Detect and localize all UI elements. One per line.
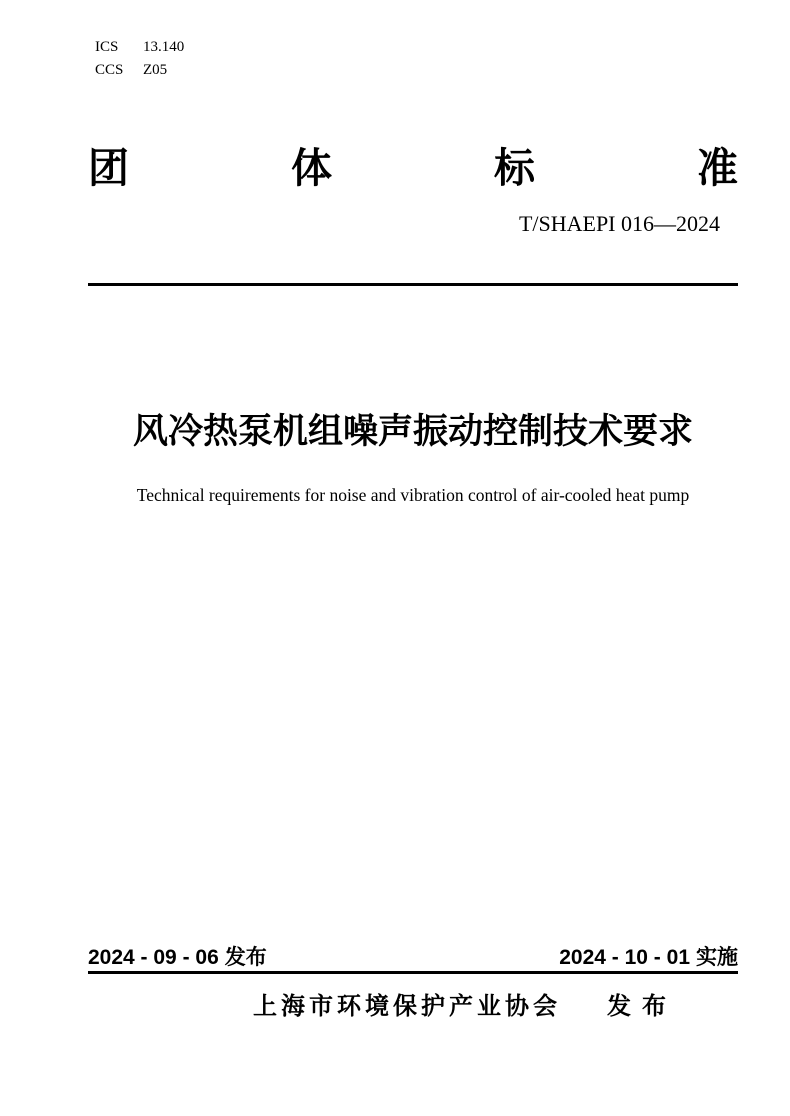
issue-date-group (88, 941, 267, 971)
issue-date: 2024 - 09 - 06 (88, 946, 219, 969)
top-divider-rule (88, 283, 738, 286)
main-title-chinese: 风冷热泵机组噪声振动控制技术要求 (132, 412, 693, 451)
ics-value: 13.140 (143, 39, 185, 55)
doc-type-char: 标 (494, 145, 535, 191)
ccs-value: Z05 (143, 62, 168, 78)
ccs-label: CCS (95, 62, 124, 78)
implement-date-group (559, 941, 738, 971)
publisher-row (253, 986, 677, 1021)
implement-date: 2024 - 10 - 01 (559, 946, 690, 969)
doc-type-char: 体 (291, 145, 332, 191)
ccs-code-line (95, 59, 184, 82)
publisher-issue-label: 发布 (607, 993, 677, 1020)
bottom-divider-rule (88, 971, 738, 974)
implement-label: 实施 (696, 946, 738, 969)
issue-label: 发布 (224, 946, 267, 969)
classification-codes (95, 36, 184, 82)
dates-row (88, 941, 738, 971)
publisher-organization: 上海市环境保护产业协会 (253, 993, 561, 1020)
main-title-english: Technical requirements for noise and vibration control of air-cooled heat pump (136, 485, 690, 505)
ics-label: ICS (95, 39, 119, 55)
document-type-title (88, 147, 738, 190)
doc-type-char: 准 (697, 145, 738, 191)
doc-type-char: 团 (88, 145, 129, 191)
standard-number: T/SHAEPI 016—2024 (518, 211, 720, 236)
ics-code-line (95, 36, 184, 59)
